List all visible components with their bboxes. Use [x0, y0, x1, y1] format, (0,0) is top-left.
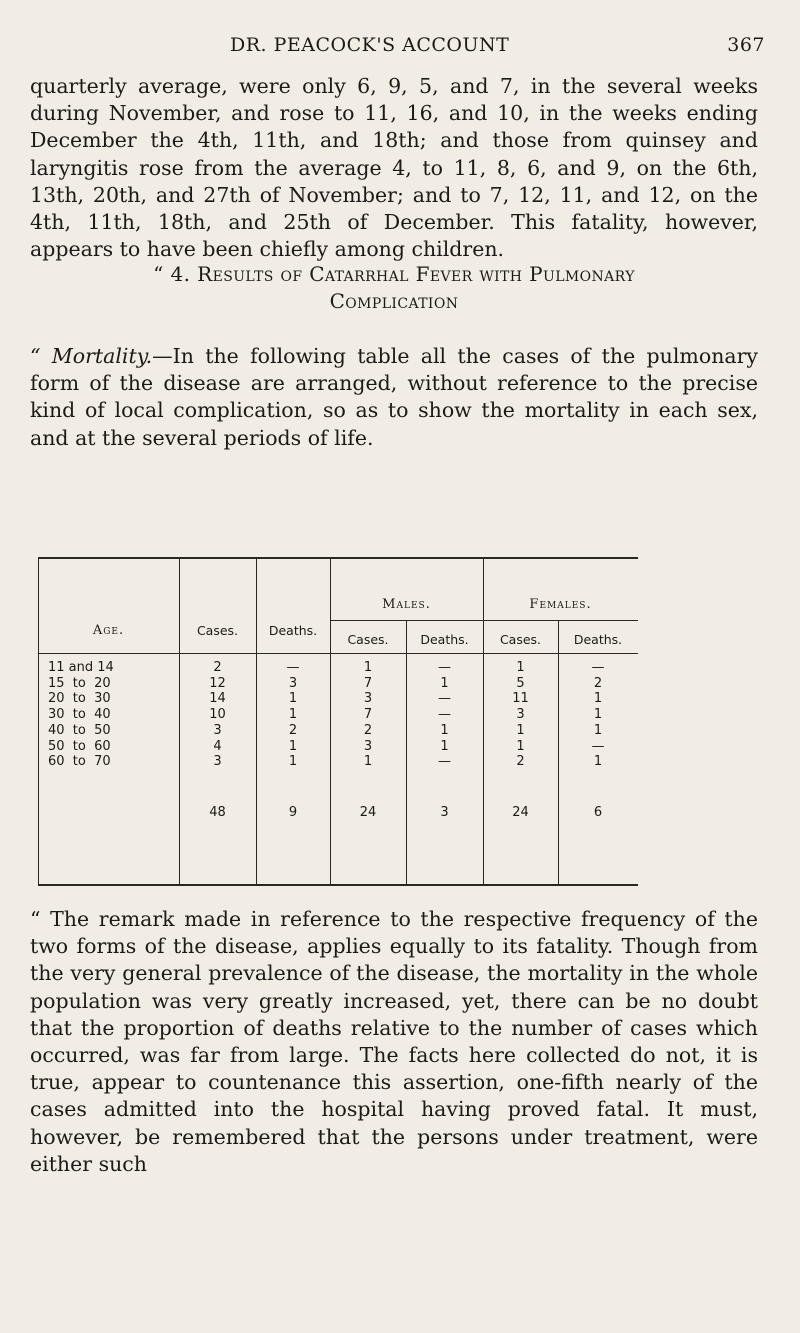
- female-cases-cell: 3: [516, 707, 525, 723]
- male-cases-cell: 3: [363, 738, 373, 754]
- deaths-cell: 1: [288, 754, 298, 770]
- total-male-cases: 24: [359, 805, 377, 820]
- male-deaths-cell: —: [438, 660, 451, 675]
- deaths-cell: 3: [288, 675, 298, 691]
- female-deaths-cell: 1: [593, 754, 603, 770]
- section-heading-line-1: “ 4. Results of Catarrhal Fever with Pulmonary: [153, 262, 635, 286]
- male-cases-cell: 1: [363, 754, 373, 770]
- female-cases-cell: 2: [516, 754, 525, 770]
- section-heading-line-2: Complication: [329, 289, 459, 313]
- female-deaths-cell: 1: [593, 722, 603, 738]
- female-cases-cell: 1: [516, 722, 525, 738]
- age-cell: 11 and 14: [48, 660, 114, 675]
- female-deaths-cell: 1: [593, 691, 603, 707]
- male-deaths-cell: —: [438, 754, 451, 770]
- female-deaths-cell: 2: [593, 675, 603, 691]
- deaths-cell: —: [286, 660, 300, 675]
- male-cases-cell: 7: [363, 707, 373, 723]
- deaths-cell: 2: [288, 722, 298, 738]
- male-cases-cell: 7: [363, 675, 373, 691]
- paragraph-3: “ The remark made in reference to the respective frequency of the two forms of the disease, applies equally to its fatality. Though from the very general prevalence of the disease, the mortality in the whole population was very greatly increased, yet, there can be no doubt that the proportion of deaths relative to the number of cases which occurred, was far from large. The facts here collected do not, it is true, appear to countenance this assertion, one-fifth nearly of the cases admitted into the hospital having proved fatal. It must, however, be remembered that the persons under treatment, were either such: [30, 907, 758, 1176]
- mortality-lead: “ Mortality.: [30, 344, 153, 368]
- header-female-deaths: Deaths.: [573, 632, 623, 647]
- female-deaths-cell: —: [591, 738, 605, 754]
- male-deaths-cell: —: [438, 707, 451, 723]
- mortality-table: [38, 557, 638, 887]
- female-deaths-cell: —: [591, 660, 605, 675]
- male-deaths-cell: —: [438, 691, 451, 707]
- header-male-deaths: Deaths.: [420, 632, 469, 647]
- running-header: [0, 30, 800, 60]
- age-cell: 15 to 20: [48, 675, 111, 691]
- cases-cell: 2: [213, 660, 222, 675]
- header-cases: Cases.: [196, 623, 239, 638]
- total-female-cases: 24: [512, 805, 529, 820]
- paragraph-2: [30, 343, 758, 452]
- male-cases-cell: 2: [363, 722, 373, 738]
- header-male-cases: Cases.: [347, 632, 389, 647]
- male-deaths-cell: 1: [440, 738, 449, 754]
- header-males: Males.: [382, 597, 431, 612]
- age-cell: 30 to 40: [48, 707, 111, 723]
- page-number: 367: [727, 34, 765, 56]
- paragraph-1: quarterly average, were only 6, 9, 5, and 7, in the several weeks during November, and rose to 11, 16, and 10, in the weeks ending December the 4th, 11th, and 18th; and those from quinsey and laryngitis rose from the average 4, to 11, 8, 6, and 9, on the 6th, 13th, 20th, and 27th of November; and to 7, 12, 11, and 12, on the 4th, 11th, 18th, and 25th of December. This fatality, however, appears to have been chiefly among children.: [30, 74, 758, 262]
- table-subheader-rule: [330, 620, 638, 621]
- deaths-cell: 1: [288, 707, 298, 723]
- cases-cell: 10: [209, 707, 226, 723]
- total-cases: 48: [209, 805, 226, 820]
- cases-cell: 12: [209, 675, 226, 691]
- total-male-deaths: 3: [440, 805, 449, 820]
- table-top-rule: [38, 557, 638, 559]
- female-cases-cell: 5: [516, 675, 525, 691]
- cases-cell: 3: [213, 754, 222, 770]
- age-cell: 60 to 70: [48, 754, 111, 770]
- female-cases-cell: 11: [512, 691, 529, 707]
- male-deaths-cell: 1: [440, 675, 449, 691]
- age-cell: 20 to 30: [48, 691, 111, 707]
- deaths-cell: 1: [288, 738, 298, 754]
- cases-cell: 4: [213, 738, 222, 754]
- female-cases-cell: 1: [516, 738, 525, 754]
- deaths-cell: 1: [288, 691, 298, 707]
- male-deaths-cell: 1: [440, 722, 449, 738]
- cases-cell: 14: [209, 691, 226, 707]
- table-header-rule: [38, 653, 638, 654]
- header-title: DR. PEACOCK'S ACCOUNT: [230, 34, 510, 56]
- age-cell: 40 to 50: [48, 722, 111, 738]
- age-cell: 50 to 60: [48, 738, 111, 754]
- header-age: Age.: [92, 623, 125, 638]
- header-females: Females.: [529, 597, 592, 612]
- paragraph-2-body: —In the following table all the cases of the pulmonary form of the disease are arranged, without reference to the precise kind of local complication, so as to show the mortality in each sex, and at the several periods of life.: [30, 344, 758, 450]
- table-bottom-rule: [38, 884, 638, 886]
- male-cases-cell: 1: [363, 660, 373, 675]
- header-female-cases: Cases.: [499, 632, 542, 647]
- total-deaths: 9: [288, 805, 298, 820]
- female-cases-cell: 1: [516, 660, 525, 675]
- total-female-deaths: 6: [593, 805, 603, 820]
- table-left-border: [38, 557, 39, 885]
- male-cases-cell: 3: [363, 691, 373, 707]
- female-deaths-cell: 1: [593, 707, 603, 723]
- cases-cell: 3: [213, 722, 222, 738]
- header-deaths: Deaths.: [268, 623, 318, 638]
